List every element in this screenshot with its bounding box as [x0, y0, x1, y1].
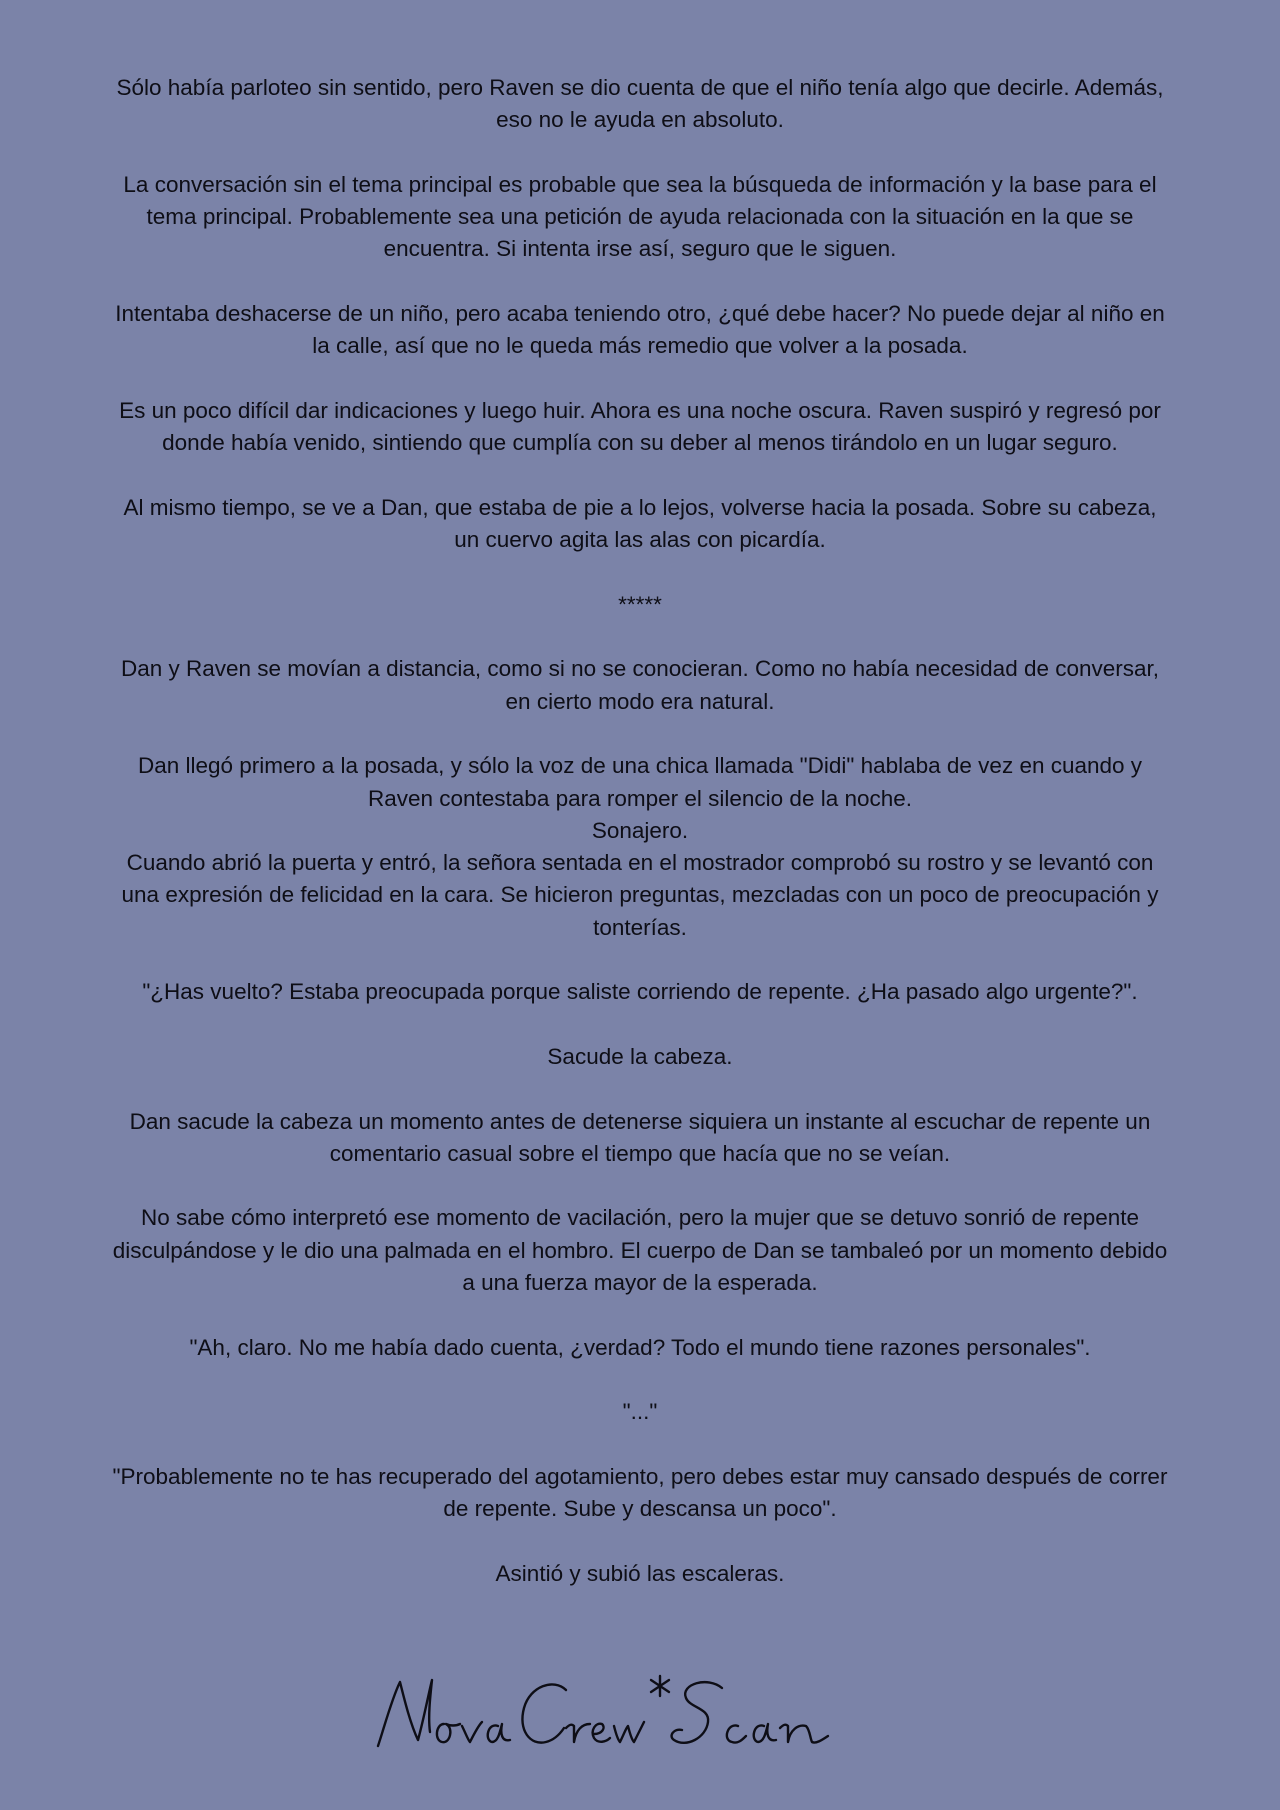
paragraph-9: Cuando abrió la puerta y entró, la señora sentada en el mostrador comprobó su rostro y se levantó con una expresión de felicidad en la cara. Se hicieron preguntas, mezcladas con un poco de preocupación y tonterías. — [121, 850, 1159, 940]
paragraph-1: Sólo había parloteo sin sentido, pero Raven se dio cuenta de que el niño tenía algo que decirle. Además, eso no le ayuda en absoluto. — [116, 75, 1164, 133]
paragraph-16: "Probablemente no te has recuperado del agotamiento, pero debes estar muy cansado después de correr de repente. Sube y descansa un poco". — [112, 1463, 1168, 1522]
scene-break: ***** — [618, 591, 662, 617]
paragraph-11: Sacude la cabeza. — [547, 1043, 733, 1069]
paragraph-3: Intentaba deshacerse de un niño, pero acaba teniendo otro, ¿qué debe hacer? No puede dejar al niño en la calle, así que no le queda más remedio que volver a la posada. — [115, 301, 1165, 359]
paragraph-14: "Ah, claro. No me había dado cuenta, ¿verdad? Todo el mundo tiene razones personales". — [189, 1334, 1091, 1360]
document-body — [110, 72, 1170, 1622]
signature-script-icon — [370, 1668, 840, 1758]
paragraph-12: Dan sacude la cabeza un momento antes de detenerse siquiera un instante al escuchar de repente un comentario casual sobre el tiempo que hacía que no se veían. — [129, 1108, 1151, 1166]
paragraph-4: Es un poco difícil dar indicaciones y luego huir. Ahora es una noche oscura. Raven suspiró y regresó por donde había venido, sintiendo que cumplía con su deber al menos tirándolo en un lugar seguro. — [119, 397, 1161, 456]
paragraph-8: Sonajero. — [591, 817, 689, 843]
paragraph-6: Dan y Raven se movían a distancia, como si no se conocieran. Como no había necesidad de conversar, en cierto modo era natural. — [120, 656, 1160, 714]
paragraph-7: Dan llegó primero a la posada, y sólo la voz de una chica llamada "Didi" hablaba de vez en cuando y Raven contestaba para romper el silencio de la noche. — [137, 753, 1143, 811]
paragraph-13: No sabe cómo interpretó ese momento de vacilación, pero la mujer que se detuvo sonrió de repente disculpándose y le dio una palmada en el hombro. El cuerpo de Dan se tambaleó por un momento debido a una fuerza mayor de la esperada. — [112, 1205, 1168, 1295]
signature-watermark — [370, 1668, 840, 1758]
paragraph-17: Asintió y subió las escaleras. — [495, 1560, 785, 1586]
paragraph-10: "¿Has vuelto? Estaba preocupada porque saliste corriendo de repente. ¿Ha pasado algo urgente?". — [142, 979, 1138, 1005]
paragraph-15: "..." — [622, 1399, 658, 1425]
paragraph-5: Al mismo tiempo, se ve a Dan, que estaba de pie a lo lejos, volverse hacia la posada. Sobre su cabeza, un cuervo agita las alas con picardía. — [123, 494, 1157, 553]
paragraph-2: La conversación sin el tema principal es probable que sea la búsqueda de información y la base para el tema principal. Probablemente sea una petición de ayuda relacionada con la situación en la que se encuentra. Si intenta irse así, seguro que le siguen. — [123, 171, 1157, 262]
